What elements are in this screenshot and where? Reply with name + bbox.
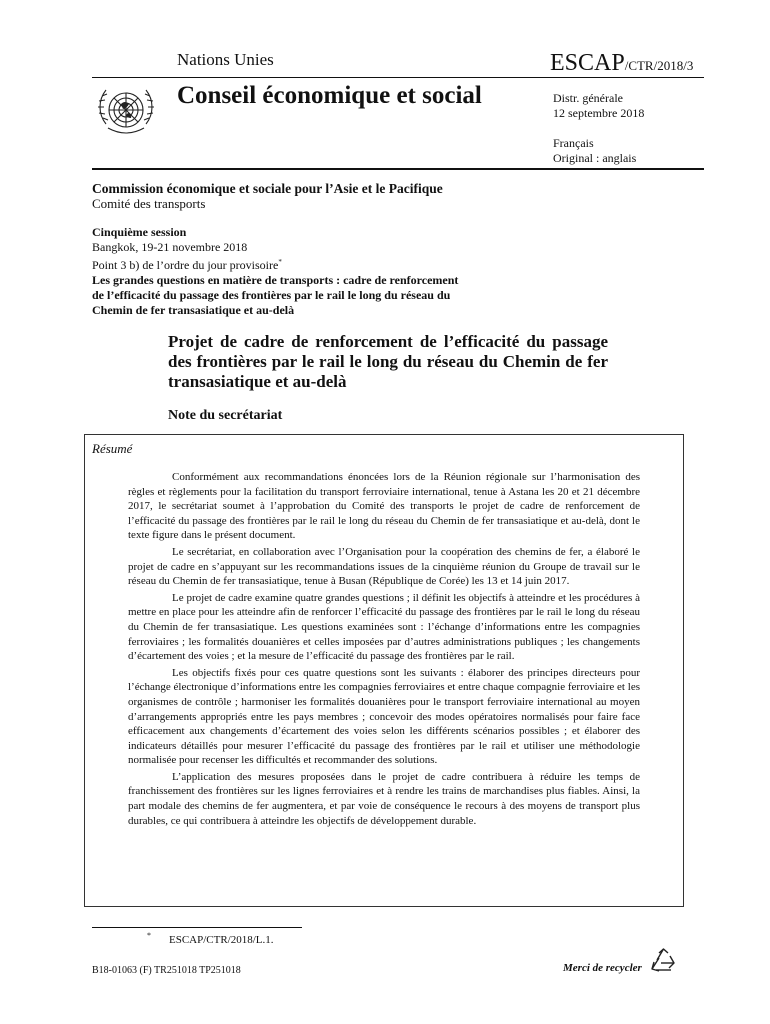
original-language: Original : anglais bbox=[553, 151, 637, 165]
un-emblem-icon bbox=[92, 80, 160, 142]
recycle-text: Merci de recycler bbox=[563, 962, 642, 974]
document-date: 12 septembre 2018 bbox=[553, 106, 645, 120]
footnote-mark: * bbox=[147, 931, 151, 940]
symbol-suffix: /CTR/2018/3 bbox=[624, 58, 694, 73]
agenda-title: Les grandes questions en matière de transports : cadre de renforcement de l’efficacité du passage des frontières par le rail le long du réseau du Chemin de fer transasiatique et au-delà bbox=[92, 273, 459, 317]
council-title: Conseil économique et social bbox=[177, 82, 482, 109]
session-block bbox=[92, 225, 492, 318]
commission-title: Commission économique et sociale pour l’Asie et le Pacifique bbox=[92, 181, 443, 196]
session-name: Cinquième session bbox=[92, 225, 187, 239]
footnote-text: ESCAP/CTR/2018/L.1. bbox=[169, 934, 274, 946]
document-symbol bbox=[550, 50, 693, 77]
document-language: Français bbox=[553, 136, 594, 150]
footnote bbox=[147, 931, 274, 946]
symbol-main: ESCAP bbox=[550, 50, 625, 76]
header-rule bbox=[92, 77, 704, 78]
distribution-type: Distr. générale bbox=[553, 91, 623, 105]
summary-paragraph: Les objectifs fixés pour ces quatre questions sont les suivants : élaborer des principes directeurs pour l’échange électronique d’informations entre les compagnies ferroviaires et entre chaque compagnie ferroviaire et les organismes de contrôle ; harmoniser les formalités douanières pour le transport ferroviaire international au moyen d’arrangements appropriés entre les pays membres ; concevoir des modes opératoires normalisés pour faire face efficacement aux changements d’écartement des voies selon les différents scénarios possibles ; et élaborer des indicateurs détaillés pour mesurer l’efficacité du passage des frontières par le rail et utiliser une méthodologie normalisée pour recenser les difficultés et recommander des solutions. bbox=[128, 666, 640, 767]
commission-block bbox=[92, 181, 692, 211]
summary-paragraph: Conformément aux recommandations énoncées lors de la Réunion régionale sur l’harmonisation des règles et règlements pour la facilitation du transport ferroviaire international, tenue à Astana les 20 et 21 décembre 2017, le secrétariat soumet à l’approbation du Comité des transports le projet de cadre de renforcement de l’efficacité du passage des frontières par le rail le long du réseau du Chemin de fer transasiatique et au-delà, dont le texte figure dans le présent document. bbox=[128, 471, 640, 542]
agenda-item bbox=[92, 255, 492, 273]
footnote-separator bbox=[92, 927, 302, 928]
job-number: B18-01063 (F) TR251018 TP251018 bbox=[92, 965, 241, 976]
summary-body bbox=[128, 470, 640, 830]
header-thick-rule bbox=[92, 168, 704, 170]
org-name: Nations Unies bbox=[177, 50, 274, 69]
summary-paragraph: Le projet de cadre examine quatre grandes questions ; il définit les objectifs à atteindre et les procédures à mettre en place pour les atteindre afin de renforcer l’efficacité du passage des frontières par le rail le long du réseau du Chemin de fer transasiatique. Les questions examinées sont : l’échange d’informations entre les compagnies ferroviaires ; les formalités douanières et celles imposées par d’autres administrations publiques ; les changements d’écartement des voies ; et la mesure de l’efficacité du passage des frontières par le rail. bbox=[128, 591, 640, 663]
committee-name: Comité des transports bbox=[92, 196, 206, 211]
summary-paragraph: L’application des mesures proposées dans le projet de cadre contribuera à réduire les temps de franchissement des frontières sur les lignes ferroviaires et à rendre les trains de marchandises plus fiables. Ainsi, la part modale des chemins de fer augmentera, et par voie de conséquence le recours à des moyens de transport plus durables, ce qui contribuera à atteindre les objectifs de développement durable. bbox=[128, 770, 640, 827]
distribution-info bbox=[553, 91, 644, 166]
document-subtitle: Note du secrétariat bbox=[168, 408, 283, 423]
summary-paragraph: Le secrétariat, en collaboration avec l’Organisation pour la coopération des chemins de fer, a élaboré le projet de cadre en s’appuyant sur les recommandations issues de la cinquième réunion du Groupe de travail sur le réseau du Chemin de fer transasiatique, tenue à Busan (République de Corée) les 13 et 14 juin 2017. bbox=[128, 545, 640, 588]
agenda-item-text: Point 3 b) de l’ordre du jour provisoire bbox=[92, 258, 279, 272]
recycle-icon bbox=[650, 948, 677, 975]
session-place-date: Bangkok, 19-21 novembre 2018 bbox=[92, 240, 248, 254]
document-title: Projet de cadre de renforcement de l’efficacité du passage des frontières par le rail le long du réseau du Chemin de fer transasiatique et au-delà bbox=[168, 332, 608, 391]
agenda-footnote-mark: * bbox=[278, 258, 282, 266]
summary-label: Résumé bbox=[92, 441, 133, 456]
